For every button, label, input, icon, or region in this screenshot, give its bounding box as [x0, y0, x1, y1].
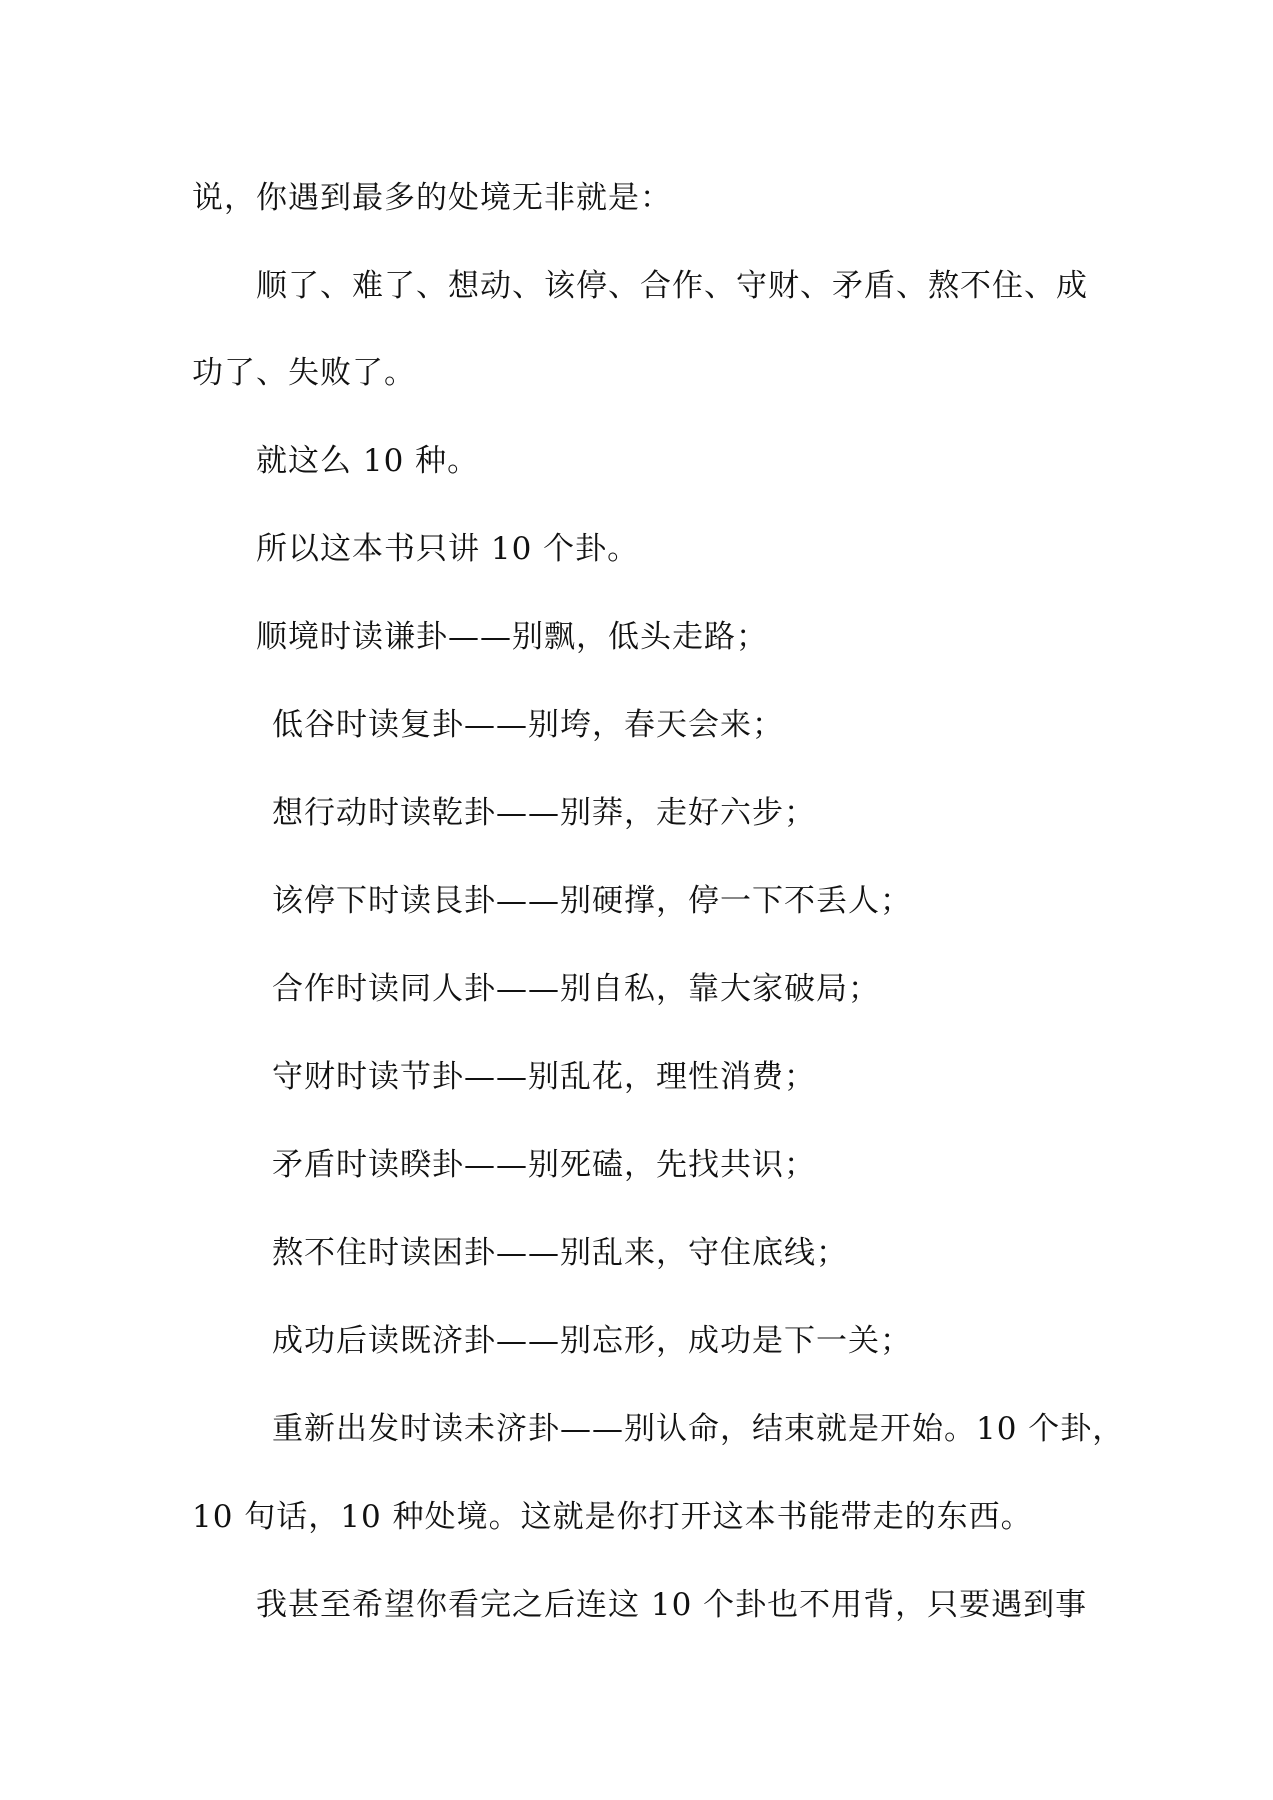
- paragraph-line: 想行动时读乾卦——别莽，走好六步；: [272, 795, 816, 831]
- paragraph-line: 顺了、难了、想动、该停、合作、守财、矛盾、熬不住、成: [256, 268, 1088, 304]
- paragraph-line: 低谷时读复卦——别垮，春天会来；: [272, 707, 784, 743]
- paragraph-line: 我甚至希望你看完之后连这 10 个卦也不用背，只要遇到事: [256, 1587, 1088, 1623]
- paragraph-line: 说，你遇到最多的处境无非就是：: [192, 180, 672, 216]
- paragraph-line: 成功后读既济卦——别忘形，成功是下一关；: [272, 1323, 912, 1359]
- paragraph-line: 就这么 10 种。: [256, 443, 480, 479]
- paragraph-line: 合作时读同人卦——别自私，靠大家破局；: [272, 971, 880, 1007]
- paragraph-line: 矛盾时读睽卦——别死磕，先找共识；: [272, 1147, 816, 1183]
- paragraph-line: 所以这本书只讲 10 个卦。: [256, 531, 640, 567]
- paragraph-line: 顺境时读谦卦——别飘，低头走路；: [256, 619, 768, 655]
- paragraph-line: 10 句话，10 种处境。这就是你打开这本书能带走的东西。: [192, 1499, 1033, 1535]
- paragraph-line: 守财时读节卦——别乱花，理性消费；: [272, 1059, 816, 1095]
- paragraph-line: 该停下时读艮卦——别硬撑，停一下不丢人；: [272, 883, 912, 919]
- paragraph-line: 重新出发时读未济卦——别认命，结束就是开始。10 个卦，: [272, 1411, 1125, 1447]
- paragraph-line: 功了、失败了。: [192, 355, 416, 391]
- paragraph-line: 熬不住时读困卦——别乱来，守住底线；: [272, 1235, 848, 1271]
